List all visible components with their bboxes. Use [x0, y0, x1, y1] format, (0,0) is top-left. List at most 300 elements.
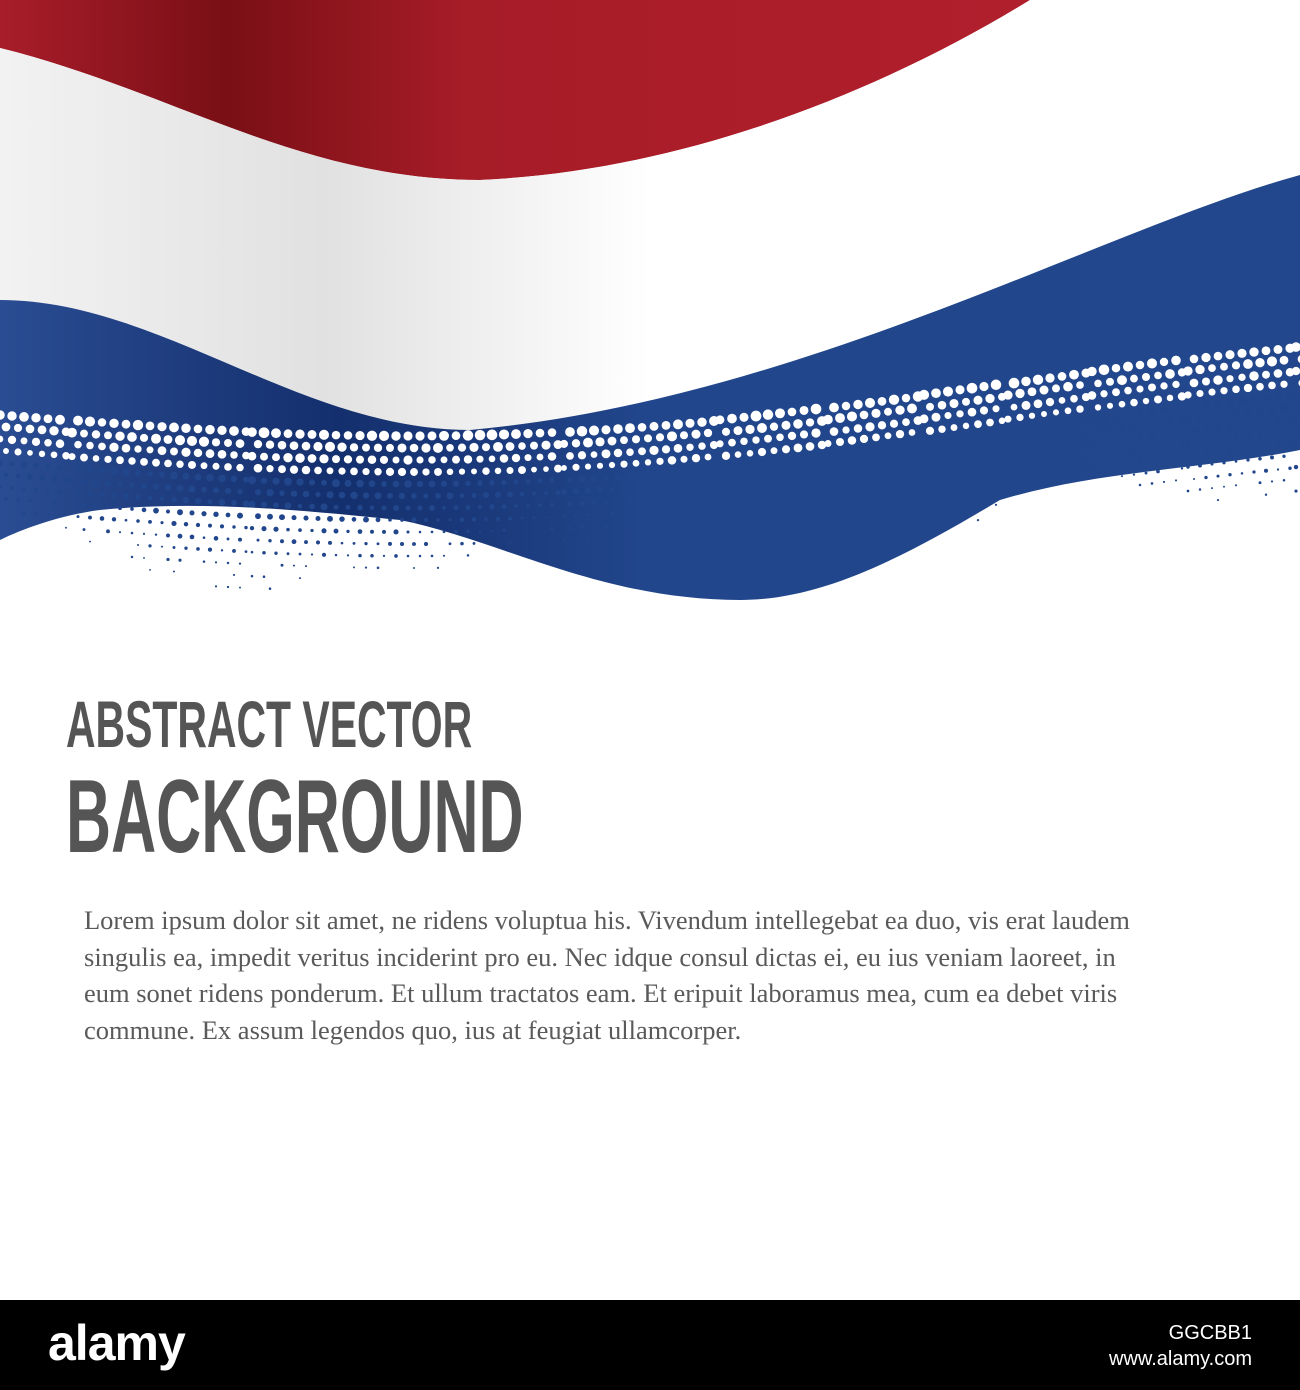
halftone-dot	[1277, 468, 1279, 470]
halftone-dot	[1204, 427, 1208, 431]
halftone-dot	[1259, 481, 1262, 484]
halftone-dot	[439, 431, 449, 441]
halftone-dot	[1094, 380, 1102, 388]
halftone-dot	[422, 468, 429, 475]
halftone-dot	[453, 480, 459, 486]
halftone-dot	[676, 494, 680, 498]
halftone-dot	[597, 463, 603, 469]
halftone-dot	[812, 453, 820, 461]
halftone-dot	[1148, 383, 1156, 391]
halftone-dot	[874, 483, 878, 487]
halftone-dot	[620, 436, 628, 444]
halftone-dot	[1019, 464, 1021, 466]
halftone-dot	[442, 506, 446, 510]
halftone-dot	[670, 506, 674, 510]
halftone-dot	[1085, 444, 1088, 447]
halftone-dot	[183, 497, 189, 503]
halftone-dot	[1065, 432, 1070, 437]
halftone-dot	[986, 419, 994, 427]
halftone-dot	[946, 461, 951, 466]
halftone-dot	[370, 505, 375, 510]
halftone-dot	[543, 466, 549, 472]
halftone-dot	[153, 508, 159, 514]
halftone-dot	[1034, 399, 1043, 408]
halftone-dot	[299, 553, 302, 556]
halftone-dot	[717, 465, 723, 471]
halftone-dot	[220, 524, 224, 528]
halftone-dot	[251, 551, 254, 554]
halftone-dot	[569, 526, 572, 529]
halftone-dot	[599, 512, 602, 515]
halftone-dot	[887, 531, 889, 533]
halftone-dot	[196, 547, 200, 551]
halftone-dot	[770, 423, 778, 431]
halftone-dot	[1191, 428, 1197, 434]
halftone-dot	[1223, 486, 1225, 488]
halftone-dot	[757, 423, 767, 433]
halftone-dot	[1017, 439, 1023, 445]
halftone-dot	[1174, 455, 1177, 458]
halftone-dot	[803, 553, 806, 556]
halftone-dot	[556, 490, 561, 495]
halftone-dot	[680, 456, 687, 463]
halftone-dot	[1076, 381, 1084, 389]
halftone-dot	[377, 566, 380, 569]
halftone-dot	[352, 517, 357, 522]
halftone-dot	[489, 504, 494, 509]
halftone-dot	[658, 532, 662, 536]
halftone-dot	[111, 493, 116, 498]
halftone-dot	[898, 480, 902, 484]
halftone-dot	[839, 537, 841, 539]
halftone-dot	[662, 470, 669, 477]
halftone-dot	[358, 554, 362, 558]
halftone-dot	[1091, 466, 1093, 468]
halftone-dot	[1035, 425, 1041, 431]
halftone-dot	[879, 471, 884, 476]
halftone-dot	[424, 494, 429, 499]
halftone-dot	[1136, 385, 1143, 392]
halftone-dot	[830, 451, 838, 459]
halftone-dot	[443, 555, 445, 557]
halftone-dot	[68, 453, 75, 460]
halftone-dot	[871, 409, 880, 418]
halftone-dot	[1192, 453, 1196, 457]
halftone-dot	[1000, 467, 1004, 471]
halftone-dot	[482, 467, 489, 474]
halftone-dot	[688, 517, 693, 522]
halftone-dot	[183, 473, 190, 480]
halftone-dot	[1208, 389, 1215, 396]
halftone-dot	[1180, 442, 1184, 446]
halftone-dot	[117, 482, 122, 487]
halftone-dot	[1130, 375, 1138, 383]
halftone-dot	[653, 545, 655, 547]
halftone-dot	[1054, 459, 1057, 462]
halftone-dot	[35, 513, 38, 516]
halftone-dot	[1052, 384, 1060, 392]
halftone-dot	[823, 415, 833, 425]
halftone-dot	[1264, 469, 1268, 473]
halftone-dot	[178, 559, 181, 562]
halftone-dot	[687, 492, 693, 498]
halftone-dot	[530, 442, 538, 450]
halftone-dot	[589, 426, 599, 436]
halftone-dot	[904, 492, 908, 496]
halftone-dot	[1143, 423, 1148, 428]
halftone-dot	[1078, 431, 1082, 435]
halftone-dot	[4, 497, 7, 500]
halftone-dot	[1061, 471, 1063, 473]
halftone-dot	[413, 567, 415, 569]
halftone-dot	[321, 528, 326, 533]
halftone-dot	[580, 501, 585, 506]
halftone-dot	[1232, 361, 1240, 369]
halftone-dot	[685, 419, 694, 428]
halftone-dot	[561, 489, 566, 494]
halftone-dot	[1073, 470, 1075, 472]
halftone-dot	[208, 548, 212, 552]
halftone-dot	[929, 526, 932, 529]
halftone-dot	[1045, 373, 1054, 382]
halftone-dot	[1283, 479, 1286, 482]
halftone-dot	[638, 423, 647, 432]
halftone-dot	[398, 468, 406, 476]
halftone-dot	[397, 443, 406, 452]
halftone-dot	[332, 479, 340, 487]
halftone-dot	[39, 451, 45, 457]
halftone-dot	[1262, 346, 1271, 355]
halftone-dot	[377, 542, 380, 545]
halftone-dot	[226, 513, 231, 518]
halftone-dot	[706, 551, 709, 554]
halftone-dot	[279, 490, 285, 496]
halftone-dot	[499, 429, 509, 439]
halftone-dot	[951, 424, 958, 431]
halftone-dot	[788, 408, 797, 417]
halftone-dot	[194, 449, 202, 457]
halftone-dot	[699, 491, 705, 497]
halftone-dot	[597, 487, 603, 493]
body-paragraph: Lorem ipsum dolor sit amet, ne ridens voluptua his. Vivendum intellegebat ea duo, vis erat laudem singulis ea, impedit veritus inciderint pro eu. Nec idque consul dictas ei, eu ius veniam laoreet, in eum sonet ridens ponderum. Et ullum tractatos eam. Et eripuit laboramus mea, cum ea debet viris commune. Ex assum legendos quo, ius at feugiat ullamcorper.	[84, 905, 1130, 1045]
halftone-dot	[321, 480, 327, 486]
halftone-dot	[443, 530, 446, 533]
halftone-dot	[227, 562, 229, 564]
halftone-dot	[203, 536, 206, 539]
halftone-dot	[357, 505, 363, 511]
halftone-dot	[832, 502, 836, 506]
halftone-dot	[536, 429, 545, 438]
halftone-dot	[187, 436, 197, 446]
halftone-dot	[1012, 453, 1016, 457]
halftone-dot	[890, 420, 898, 428]
halftone-dot	[574, 514, 577, 517]
halftone-dot	[1142, 373, 1150, 381]
halftone-dot	[1211, 463, 1214, 466]
halftone-dot	[98, 418, 106, 426]
halftone-dot	[657, 482, 664, 489]
halftone-dot	[565, 427, 575, 437]
halftone-dot	[728, 439, 736, 447]
halftone-dot	[741, 462, 747, 468]
halftone-dot	[1063, 382, 1073, 392]
halftone-dot	[1149, 409, 1155, 415]
halftone-dot	[963, 423, 969, 429]
halftone-dot	[353, 566, 355, 568]
halftone-dot	[302, 442, 311, 451]
halftone-dot	[493, 442, 503, 452]
halftone-dot	[727, 414, 737, 424]
halftone-dot	[45, 464, 50, 469]
halftone-dot	[279, 514, 285, 520]
halftone-dot	[452, 431, 461, 440]
halftone-dot	[700, 516, 705, 521]
halftone-dot	[1181, 467, 1183, 469]
halftone-dot	[711, 466, 718, 473]
halftone-dot	[261, 502, 267, 508]
halftone-dot	[214, 536, 219, 541]
halftone-dot	[160, 496, 164, 500]
halftone-dot	[215, 585, 217, 587]
halftone-dot	[645, 459, 651, 465]
halftone-dot	[521, 517, 524, 520]
halftone-dot	[337, 442, 346, 451]
halftone-dot	[753, 485, 760, 492]
halftone-dot	[752, 460, 759, 467]
halftone-dot	[251, 575, 254, 578]
halftone-dot	[146, 422, 155, 431]
halftone-dot	[245, 550, 248, 553]
halftone-dot	[796, 517, 801, 522]
halftone-dot	[610, 487, 615, 492]
halftone-dot	[1270, 431, 1275, 436]
halftone-dot	[119, 531, 121, 533]
halftone-dot	[1167, 395, 1174, 402]
halftone-dot	[393, 529, 398, 534]
halftone-dot	[865, 422, 874, 431]
halftone-dot	[109, 419, 118, 428]
halftone-dot	[358, 529, 363, 534]
halftone-dot	[1281, 430, 1286, 435]
halftone-dot	[158, 446, 167, 455]
halftone-dot	[393, 505, 399, 511]
halftone-dot	[466, 530, 469, 533]
halftone-dot	[495, 492, 501, 498]
halftone-dot	[623, 535, 625, 537]
halftone-dot	[315, 492, 320, 497]
halftone-dot	[1031, 487, 1033, 489]
halftone-dot	[649, 446, 658, 455]
halftone-dot	[1036, 449, 1041, 454]
halftone-dot	[1198, 464, 1202, 468]
halftone-dot	[181, 448, 190, 457]
halftone-dot	[604, 524, 608, 528]
halftone-dot	[1294, 417, 1299, 422]
halftone-dot	[541, 441, 550, 450]
halftone-dot	[758, 448, 766, 456]
halftone-dot	[835, 413, 845, 423]
halftone-dot	[400, 542, 404, 546]
halftone-dot	[1042, 436, 1046, 440]
halftone-dot	[416, 456, 423, 463]
halftone-dot	[551, 527, 554, 530]
halftone-dot	[748, 499, 753, 504]
halftone-dot	[635, 534, 638, 537]
halftone-dot	[1249, 371, 1258, 380]
halftone-dot	[885, 432, 892, 439]
halftone-dot	[1244, 384, 1252, 392]
halftone-dot	[278, 441, 287, 450]
halftone-dot	[435, 493, 441, 499]
halftone-dot	[628, 523, 631, 526]
halftone-dot	[1109, 453, 1111, 455]
halftone-dot	[344, 480, 351, 487]
halftone-dot	[1023, 451, 1028, 456]
halftone-dot	[131, 532, 134, 535]
halftone-dot	[287, 552, 290, 555]
halftone-dot	[999, 418, 1005, 424]
halftone-dot	[135, 470, 141, 476]
halftone-dot	[615, 474, 622, 481]
halftone-dot	[284, 429, 293, 438]
halftone-dot	[1147, 358, 1157, 368]
halftone-dot	[1211, 487, 1213, 489]
halftone-dot	[305, 565, 307, 567]
halftone-dot	[1214, 400, 1222, 408]
halftone-dot	[807, 468, 813, 474]
halftone-dot	[65, 502, 68, 505]
halftone-dot	[1292, 392, 1299, 399]
halftone-dot	[575, 538, 577, 540]
halftone-dot	[487, 430, 498, 441]
halftone-dot	[56, 439, 65, 448]
halftone-dot	[1021, 377, 1031, 387]
halftone-dot	[478, 505, 482, 509]
halftone-dot	[303, 516, 308, 521]
halftone-dot	[976, 470, 981, 475]
halftone-dot	[436, 518, 439, 521]
halftone-dot	[635, 558, 637, 560]
halftone-dot	[1287, 417, 1293, 423]
halftone-dot	[471, 468, 477, 474]
halftone-dot	[249, 501, 256, 508]
title-line-2: BACKGROUND	[66, 759, 524, 875]
halftone-dot	[217, 426, 226, 435]
halftone-dot	[873, 458, 879, 464]
halftone-dot	[374, 492, 381, 499]
halftone-dot	[321, 503, 328, 510]
halftone-dot	[518, 442, 526, 450]
halftone-dot	[1132, 448, 1137, 453]
halftone-dot	[842, 426, 849, 433]
halftone-dot	[489, 480, 495, 486]
halftone-dot	[681, 505, 686, 510]
halftone-dot	[106, 506, 109, 509]
halftone-dot	[764, 435, 772, 443]
halftone-dot	[872, 433, 880, 441]
halftone-dot	[266, 465, 273, 472]
halftone-dot	[976, 494, 980, 498]
title-line-1: ABSTRACT VECTOR	[66, 687, 473, 761]
halftone-dot	[100, 516, 105, 521]
halftone-dot	[845, 549, 847, 551]
halftone-dot	[133, 420, 143, 430]
halftone-dot	[458, 444, 466, 452]
halftone-dot	[538, 479, 543, 484]
halftone-dot	[610, 511, 615, 516]
halftone-dot	[1258, 433, 1262, 437]
halftone-dot	[657, 507, 662, 512]
halftone-dot	[77, 515, 80, 518]
halftone-dot	[1258, 457, 1262, 461]
halftone-dot	[862, 533, 865, 536]
halftone-dot	[382, 505, 387, 510]
halftone-dot	[1292, 367, 1300, 375]
halftone-dot	[83, 528, 86, 531]
halftone-dot	[1053, 434, 1058, 439]
halftone-dot	[428, 456, 435, 463]
halftone-dot	[213, 512, 218, 517]
halftone-dot	[363, 493, 369, 499]
halftone-dot	[806, 418, 814, 426]
halftone-dot	[355, 431, 364, 440]
halftone-dot	[763, 409, 773, 419]
halftone-dot	[1252, 446, 1256, 450]
halftone-dot	[734, 426, 743, 435]
halftone-dot	[544, 491, 548, 495]
halftone-dot	[995, 480, 997, 482]
halftone-dot	[460, 542, 464, 546]
halftone-dot	[476, 456, 483, 463]
halftone-dot	[1238, 374, 1245, 381]
halftone-dot	[293, 565, 295, 567]
halftone-dot	[309, 479, 315, 485]
halftone-dot	[1160, 358, 1168, 366]
halftone-dot	[399, 493, 406, 500]
halftone-dot	[350, 443, 358, 451]
halftone-dot	[314, 467, 322, 475]
halftone-dot	[765, 483, 772, 490]
halftone-dot	[1125, 436, 1130, 441]
halftone-dot	[760, 522, 765, 527]
halftone-dot	[236, 464, 243, 471]
halftone-dot	[633, 460, 640, 467]
halftone-dot	[1294, 489, 1297, 492]
halftone-dot	[625, 423, 635, 433]
halftone-dot	[479, 530, 481, 532]
halftone-dot	[170, 472, 178, 480]
halftone-dot	[825, 465, 831, 471]
halftone-dot	[956, 410, 963, 417]
halftone-dot	[880, 495, 884, 499]
halftone-dot	[229, 426, 239, 436]
halftone-dot	[932, 413, 941, 422]
halftone-dot	[800, 406, 809, 415]
halftone-dot	[728, 463, 736, 471]
halftone-dot	[143, 533, 145, 535]
halftone-dot	[194, 425, 203, 434]
halftone-dot	[446, 444, 454, 452]
halftone-dot	[855, 473, 862, 480]
halftone-dot	[41, 500, 44, 503]
halftone-dot	[855, 498, 860, 503]
halftone-dot	[632, 435, 640, 443]
halftone-dot	[1102, 440, 1106, 444]
halftone-dot	[484, 517, 487, 520]
halftone-dot	[921, 464, 927, 470]
halftone-dot	[1070, 395, 1078, 403]
halftone-dot	[904, 516, 908, 520]
